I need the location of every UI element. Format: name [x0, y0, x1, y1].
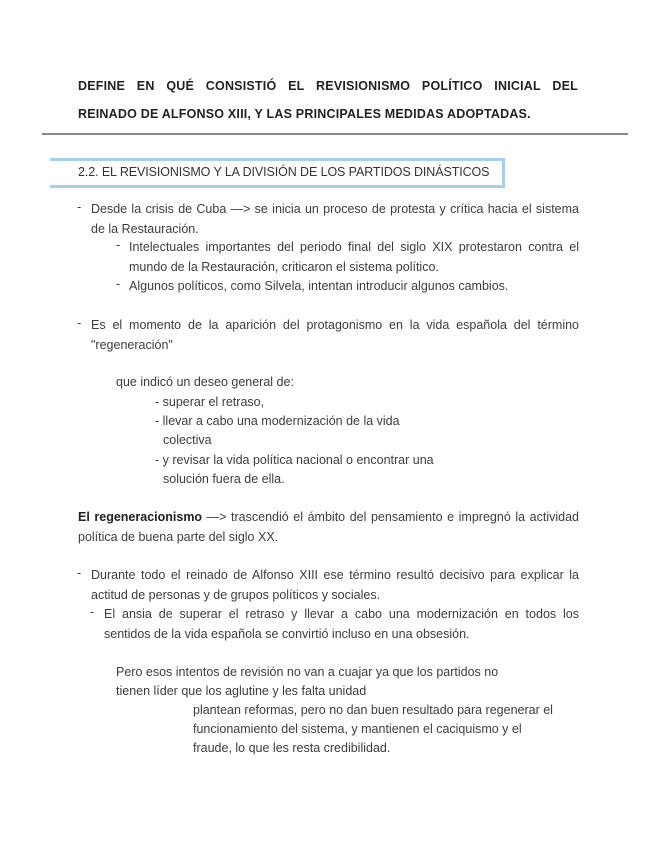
conclusion-line-4: funcionamiento del sistema, y mantienen el caciquismo y el — [193, 722, 522, 736]
section-heading: 2.2. EL REVISIONISMO Y LA DIVISIÓN DE LOS PARTIDOS DINÁSTICOS — [78, 165, 490, 179]
bullet-marker: - — [77, 316, 82, 330]
deseo-item-3: - y revisar la vida política nacional o encontrar una — [155, 453, 434, 467]
deseo-item-2-cont: colectiva — [163, 433, 212, 447]
bullet-marker: - — [116, 277, 121, 291]
paragraph-crisis-cuba: Desde la crisis de Cuba —> se inicia un proceso de protesta y crítica hacia el sistema de la Restauración. — [91, 202, 579, 236]
paragraph-regeneracion: Es el momento de la aparición del protagonismo en la vida española del término "regeneración" — [91, 318, 579, 352]
paragraph-regeneracionismo — [78, 508, 579, 547]
deseo-item-1: - superar el retraso, — [155, 395, 265, 409]
bullet-marker: - — [116, 238, 121, 252]
conclusion-line-5: fraude, lo que les resta credibilidad. — [193, 741, 391, 755]
title-line-1: DEFINE EN QUÉ CONSISTIÓ EL REVISIONISMO POLÍTICO INICIAL DEL — [78, 79, 578, 93]
bullet-marker: - — [77, 566, 82, 580]
conclusion-line-1: Pero esos intentos de revisión no van a cuajar ya que los partidos no — [116, 665, 499, 679]
deseo-item-3-cont: solución fuera de ella. — [163, 472, 285, 486]
paragraph-obsesion: El ansia de superar el retraso y llevar a cabo una modernización en todos los sentidos de la vida española se convirtió incluso en una obsesión. — [104, 607, 579, 641]
term-regeneracionismo: El regeneracionismo — [78, 510, 203, 524]
bullet-marker: - — [77, 200, 82, 214]
page-title — [78, 72, 578, 128]
regeneracionismo-text: —> trascendió el ámbito del pensamiento e impregnó la actividad política de buena parte del siglo XX. — [78, 510, 579, 544]
deseo-intro: que indicó un deseo general de: — [116, 375, 294, 389]
paragraph-silvela: Algunos políticos, como Silvela, intentan introducir algunos cambios. — [129, 279, 509, 293]
paragraph-intelectuales: Intelectuales importantes del periodo final del siglo XIX protestaron contra el mundo de la Restauración, criticaron el sistema político. — [129, 240, 579, 274]
title-line-2: REINADO DE ALFONSO XIII, Y LAS PRINCIPALES MEDIDAS ADOPTADAS. — [78, 107, 531, 121]
paragraph-alfonso-xiii: Durante todo el reinado de Alfonso XIII ese término resultó decisivo para explicar la actitud de personas y de grupos políticos y sociales. — [91, 568, 579, 602]
bullet-marker: - — [90, 605, 95, 619]
conclusion-line-2: tienen líder que los aglutine y les falta unidad — [116, 684, 367, 698]
divider — [42, 133, 628, 135]
deseo-item-2: - llevar a cabo una modernización de la vida — [155, 414, 400, 428]
conclusion-line-3: plantean reformas, pero no dan buen resultado para regenerar el — [193, 703, 553, 717]
